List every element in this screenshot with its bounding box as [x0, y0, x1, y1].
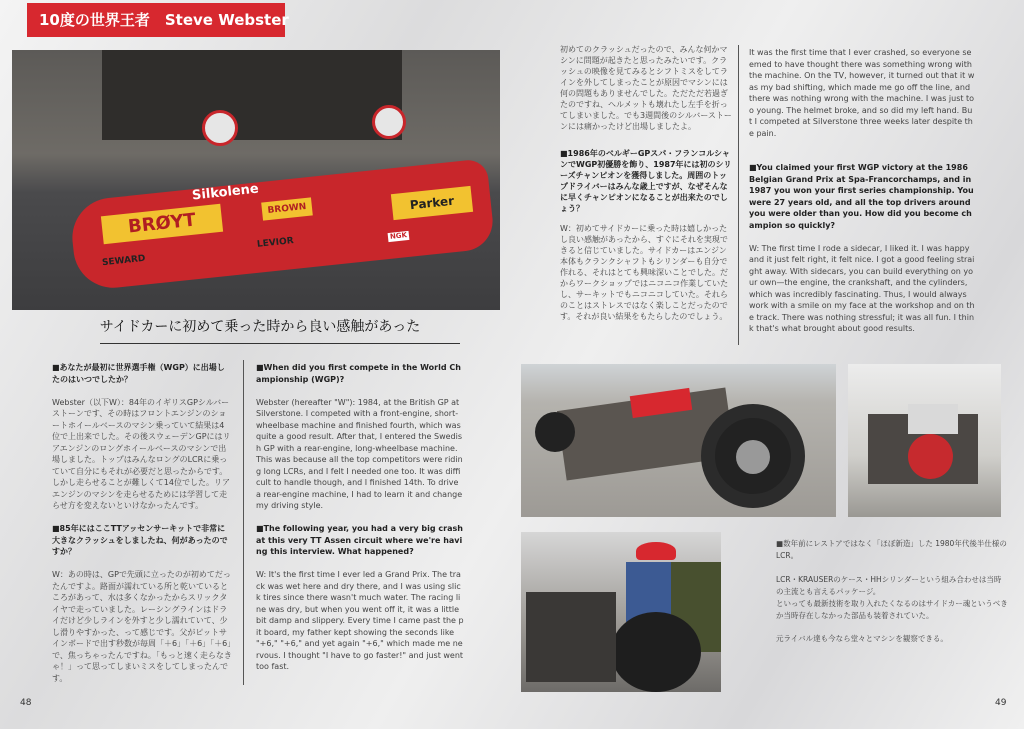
sidecar-race-photo: [12, 50, 500, 310]
question: ■You claimed your first WGP victory at the 1986 Belgian Grand Prix at Spa-Francorchamps, and in 1987 you won your first series championship. You were 27 years old, and all the top drivers around you were older than you. How did you become champion so quickly?: [749, 163, 974, 230]
question: ■The following year, you had a very big crash at this very TT Assen circuit where we're having this interview. What happened?: [256, 524, 463, 556]
column-2-english: [256, 362, 464, 684]
sponsor-logo: LEVIOR: [256, 236, 295, 250]
answer: W: It's the first time I ever led a Grand Prix. The track was wet here and dry there, and I was using slick tires since there wasn't much water. The racing line was dry, but when you went off it, it was a little bit damp and slippery. Every time I came past the pit board, my father kept showing the seconds like "+6," "+6," and yet again "+6," which made me nervous. I thought "I have to go faster!" and just went too fast.: [256, 570, 464, 671]
rivals-observing-photo: [521, 532, 721, 692]
answer: W: The first time I rode a sidecar, I liked it. I was happy and it just felt right, it felt nice. I got a good feeling straight away. With sidecars, you can build everything on your own—the engine, the crankshaft, and the cylinders, which was incredibly fascinating. Thus, I would always work with a smile on my face at the workshop and on the track. There was nothing stressful; it was all fun. I think that's what brought about good results.: [749, 243, 975, 333]
sponsor-logo: SEWARD: [101, 253, 146, 269]
page-number-left: 48: [20, 698, 32, 708]
column-divider: [738, 45, 739, 345]
question: ■85年にはここTTアッセンサーキットで非常に大きなクラッシュをしましたね、何があったのですか？: [52, 524, 228, 556]
caption-line: ■数年前にレストアではなく「ほぼ新造」した 1980年代後半仕様のLCR。: [776, 539, 1007, 560]
answer: 初めてのクラッシュだったので、みんな何かマシンに問題が起きたと思ったみたいです。クラッシュの映像を見てみるとシフトミスをしてラインを外してしまったことが原因でマシンには何の問題もありませんでした。ただただ若過ぎたのですね、ヘルメットも壊れたし左手を折ってしまいました。でも3週間後のシルバーストーンには痛かったけど出場しましたよ。: [560, 45, 732, 131]
answer: W：あの時は、GPで先頭に立ったのが初めてだったんですよ。路面が濡れている所と乾いているところがあって、水は多くなかったからスリックタイヤで走っていました。レーシングラインはドライだけど少しラインを外すと少し濡れていて、少し滑りやすかった、って感じです。父がピットサインボードで出す秒数が毎周「＋6」「＋6」「＋6」で、焦っちゃったんですね。「もっと速く走らなきゃ！」って思ってしまいミスをしてしまったんです。: [52, 570, 232, 683]
article-subtitle: サイドカーに初めて乗った時から良い感触があった: [99, 319, 421, 335]
answer: Webster（以下W）：84年のイギリスGPシルバーストーンです、その時はフロントエンジンのショートホイールベースのマシン乗っていて結果は4位で上出来でした。その後スウェーデンGPにはリアエンジンのロングホイールベースのマシンで出場しました。トップはみんなロングのLCRに乗っていて自分にもそれが必要だと思ったからです。しかし走らせることが難しくて14位でした。リアエンジンのマシンを走らせるためには学習して走らせ方を変えないといけなかったんです。: [52, 397, 231, 510]
photo-caption: [776, 538, 1008, 657]
caption-line: 元ライバル達も今なら堂々とマシンを観察できる。: [776, 634, 948, 643]
answer: It was the first time that I ever crashed, so everyone seemed to have thought there was something wrong with the machine. On the TV, however, it turned out that it was my bad shifting, which made me go off the line, and there was nothing wrong with the machine. I was just too young. The helmet broke, and so did my left hand. But I competed at Silverstone three weeks later despite the pain.: [749, 48, 975, 138]
caption-line: といっても最新技術を取り入れたくなるのはサイドカー魂というべきか当時存在しなかった部品も装着されていた。: [776, 598, 1008, 620]
answer: W：初めてサイドカーに乗った時は嬉しかったし良い感触があったから、すぐにそれを実現できると信じていました。サイドカーはエンジン本体もクランクシャフトもシリンダーも自分で作れる、それはとても興味深いことでした。だからワークショップではニコニコ作業していたし、サーキットでもニコニコしていた。それらのことはストレスではなく楽しことだったのです。それが良い結果をもたらしたのでしょう。: [560, 224, 729, 321]
question: ■When did you first compete in the World Championship (WGP)?: [256, 363, 461, 384]
caption-line: LCR・KRAUSERのケース・HHシリンダーという組み合わせは当時の主流とも言えるパッケージ。: [776, 574, 1002, 596]
answer: Webster (hereafter "W"): 1984, at the British GP at Silverstone. I competed with a front-engine, short-wheelbase machine and finished fourth, which was quite a good result. After that, I entered the Swedish GP with a rear-engine, long-wheelbase machine. This was because all the top competitors were riding long LCRs, and I felt I needed one too. It was difficult to handle though, and I finished 14th. To drive a rear-engine machine, I had to learn it and change my driving style.: [256, 397, 463, 510]
column-3-japanese: [560, 44, 732, 334]
sponsor-logo: BROWN: [261, 197, 313, 220]
question: ■あなたが最初に世界選手権（WGP）に出場したのはいつでしたか？: [52, 363, 225, 384]
subtitle-divider: [100, 343, 460, 344]
sponsor-logo: Parker: [391, 186, 473, 220]
engine-detail-photo: [848, 364, 1001, 517]
column-1-japanese: [52, 362, 232, 696]
question: ■1986年のベルギーGPスパ・フランコルシャンでWGP初優勝を飾り、1987年には初のシリーズチャンピオンを獲得しました。周囲のトップドライバーはみんな歳上ですが、なぜそんなに早くチャンピオンになることが出来たのでしょう？: [560, 149, 732, 213]
sponsor-logo: Silkolene: [191, 181, 260, 204]
column-4-english: [749, 47, 975, 346]
article-title: 10度の世界王者 Steve Webster: [27, 3, 285, 37]
column-divider: [243, 360, 244, 685]
lcr-machine-photo: [521, 364, 836, 517]
sponsor-logo: BRØYT: [101, 204, 223, 244]
sponsor-logo: NGK: [388, 231, 410, 242]
page-number-right: 49: [995, 698, 1007, 708]
